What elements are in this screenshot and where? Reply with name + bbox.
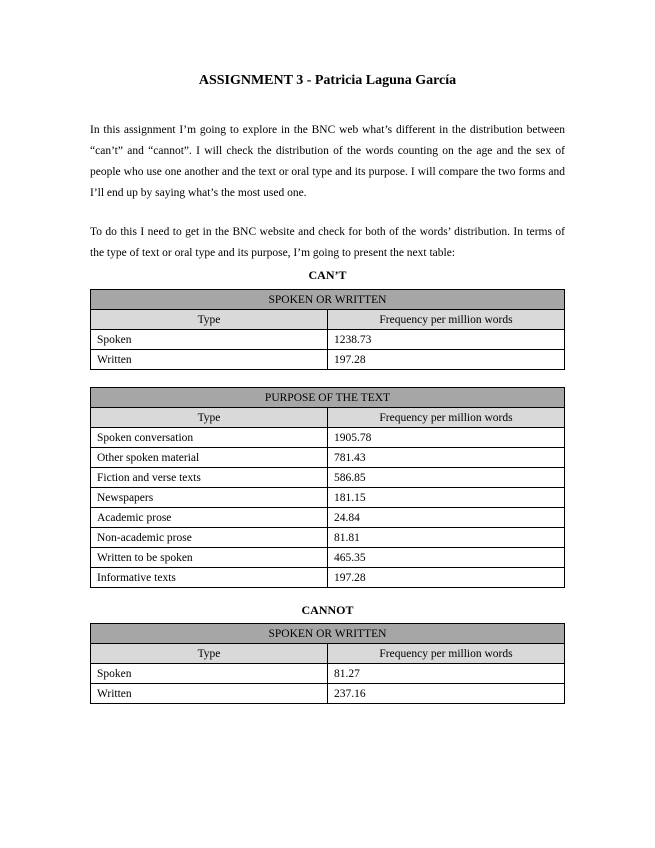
table-cell: Spoken [91, 330, 328, 350]
intro-paragraph: In this assignment I’m going to explore in the BNC web what’s different in the distribution between “can’t” and “cannot”. I will check the distribution of the words counting on the age and the sex of people who use one another and the text or oral type and its purpose. I will compare the two forms and I’ll end up by saying what’s the most used one. [90, 124, 565, 199]
table-row [91, 568, 565, 588]
table-cell: 81.81 [328, 528, 565, 548]
method-paragraph: To do this I need to get in the BNC website and check for both of the words’ distribution. In terms of the type of text or oral type and its purpose, I’m going to present the next table: [90, 226, 565, 259]
table-cell: 465.35 [328, 548, 565, 568]
data-table [90, 387, 565, 588]
table-row [91, 448, 565, 468]
table-cell: Non-academic prose [91, 528, 328, 548]
table-title: SPOKEN OR WRITTEN [91, 624, 565, 644]
table-column-header-row [91, 408, 565, 428]
table-row [91, 330, 565, 350]
table-cell: 81.27 [328, 664, 565, 684]
table-cell: Informative texts [91, 568, 328, 588]
table-row [91, 684, 565, 704]
cannot-spoken-written-table-holder [90, 623, 565, 704]
table-cell: Spoken [91, 664, 328, 684]
table-row [91, 428, 565, 448]
table-cell: Written [91, 684, 328, 704]
column-header: Frequency per million words [328, 408, 565, 428]
cant-purpose-table-holder [90, 387, 565, 588]
table-row [91, 664, 565, 684]
table-cell: Written [91, 350, 328, 370]
table-cell: 586.85 [328, 468, 565, 488]
table-column-header-row [91, 310, 565, 330]
table-title: PURPOSE OF THE TEXT [91, 388, 565, 408]
table-row [91, 468, 565, 488]
table-column-header-row [91, 644, 565, 664]
table-cell: Other spoken material [91, 448, 328, 468]
column-header: Type [91, 408, 328, 428]
section-heading-cant: CAN’T [308, 268, 347, 282]
table-cell: 197.28 [328, 350, 565, 370]
table-cell: 781.43 [328, 448, 565, 468]
table-cell: Spoken conversation [91, 428, 328, 448]
table-cell: 1905.78 [328, 428, 565, 448]
table-cell: 237.16 [328, 684, 565, 704]
table-row [91, 508, 565, 528]
data-table [90, 289, 565, 370]
table-title-row [91, 624, 565, 644]
data-table [90, 623, 565, 704]
table-cell: 197.28 [328, 568, 565, 588]
column-header: Frequency per million words [328, 644, 565, 664]
table-cell: 181.15 [328, 488, 565, 508]
table-title-row [91, 290, 565, 310]
section-heading-cannot: CANNOT [301, 603, 354, 617]
table-row [91, 350, 565, 370]
column-header: Type [91, 644, 328, 664]
document-title: ASSIGNMENT 3 - Patricia Laguna García [198, 73, 457, 88]
table-row [91, 528, 565, 548]
table-cell: 24.84 [328, 508, 565, 528]
table-row [91, 548, 565, 568]
column-header: Type [91, 310, 328, 330]
table-row [91, 488, 565, 508]
table-cell: Academic prose [91, 508, 328, 528]
column-header: Frequency per million words [328, 310, 565, 330]
table-cell: 1238.73 [328, 330, 565, 350]
table-cell: Written to be spoken [91, 548, 328, 568]
table-cell: Newspapers [91, 488, 328, 508]
table-title-row [91, 388, 565, 408]
table-cell: Fiction and verse texts [91, 468, 328, 488]
table-title: SPOKEN OR WRITTEN [91, 290, 565, 310]
cant-spoken-written-table-holder [90, 289, 565, 370]
